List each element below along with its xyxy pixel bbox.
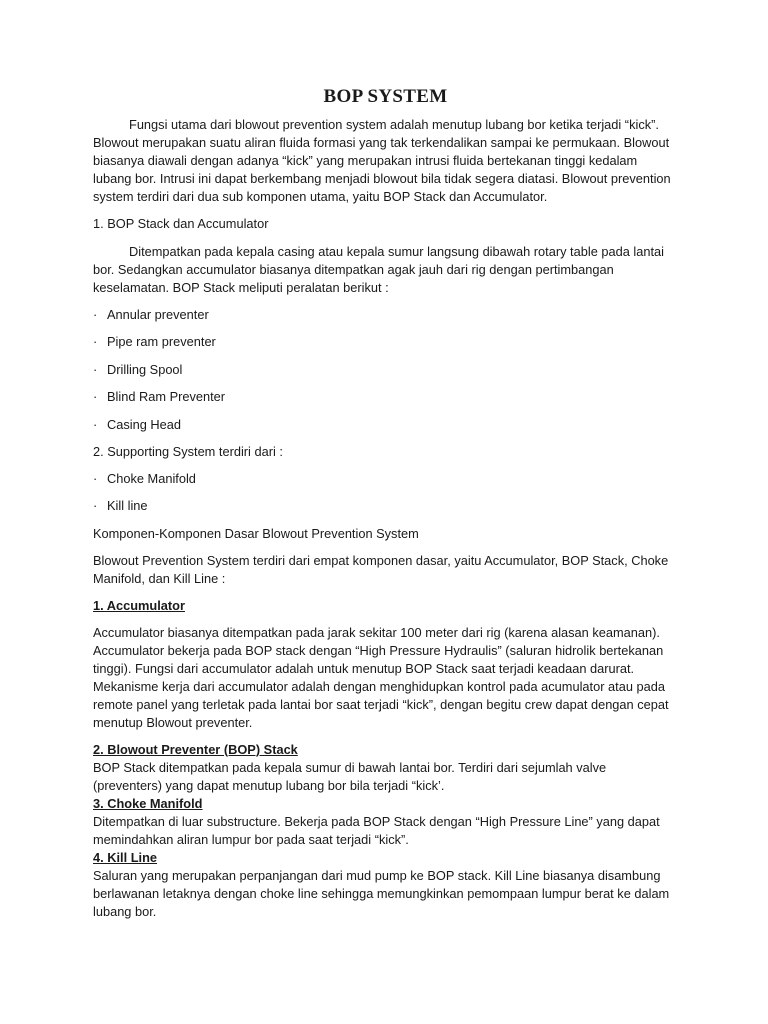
bullet-icon: · [93,307,98,322]
kill-line-heading: 4. Kill Line [93,849,157,865]
choke-manifold-body: Ditempatkan di luar substructure. Bekerja pada BOP Stack dengan “High Pressure Line” yang dapat memindahkan aliran lumpur bor pada saat terjadi “kick”. [93,813,660,847]
list-item: · Kill line [93,498,148,514]
bullet-icon: · [93,389,98,405]
list-item: · Casing Head [93,416,181,432]
intro-paragraph: Fungsi utama dari blowout prevention system adalah menutup lubang bor ketika terjadi “kick”. Blowout merupakan suatu aliran fluida formasi yang tak terkendalikan sampai ke permukaan. Blowout biasanya diawali dengan adanya “kick” yang merupakan intrusi fluida bertekanan tinggi kedalam lubang bor. Intrusi ini dapat berkembang menjadi blowout bila tidak segera diatasi. Blowout prevention system terdiri dari dua sub komponen utama, yaitu BOP Stack dan Accumulator. [93,117,671,204]
supporting-system-list [93,470,678,515]
bop-stack-list [93,306,678,434]
accumulator-body: Accumulator biasanya ditempatkan pada jarak sekitar 100 meter dari rig (karena alasan keamanan). Accumulator bekerja pada BOP stack dengan “High Pressure Hydraulis” (saluran hidrolik bertekanan tinggi). Fungsi dari accumulator adalah untuk menutup BOP Stack saat terjadi keadaan darurat. Mekanisme kerja dari accumulator adalah dengan menghidupkan kontrol pada acumulator atau pada remote panel yang terletak pada lantai bor saat terjadi “kick”, dengan begitu crew dapat dengan cepat menutup Blowout preventer. [93,624,669,730]
list-item: · Choke Manifold [93,470,196,486]
choke-manifold-heading: 3. Choke Manifold [93,795,203,811]
bullet-icon: · [93,416,98,432]
bullet-icon: · [93,361,98,377]
list-item: · Drilling Spool [93,361,183,377]
bop-stack-body: BOP Stack ditempatkan pada kepala sumur di bawah lantai bor. Terdiri dari sejumlah valve (preventers) yang dapat menutup lubang bor bila terjadi “kick’. [93,759,607,793]
accumulator-heading: 1. Accumulator [93,597,185,613]
kill-line-body: Saluran yang merupakan perpanjangan dari mud pump ke BOP stack. Kill Line biasanya disambung berlawanan letaknya dengan choke line sehingga memungkinkan pemompaan lumpur berat ke dalam lubang bor. [93,867,670,919]
list-item: · Annular preventer [93,307,209,322]
bullet-icon: · [93,498,98,514]
components-heading: Komponen-Komponen Dasar Blowout Prevention System [93,525,419,541]
page-title: BOP SYSTEM [323,86,448,107]
list-item: · Blind Ram Preventer [93,389,226,405]
section2-heading: 2. Supporting System terdiri dari : [93,443,283,459]
bullet-icon: · [93,470,98,486]
components-body: Blowout Prevention System terdiri dari empat komponen dasar, yaitu Accumulator, BOP Stack, Choke Manifold, dan Kill Line : [93,552,669,586]
section1-body: Ditempatkan pada kepala casing atau kepala sumur langsung dibawah rotary table pada lantai bor. Sedangkan accumulator biasanya ditempatkan agak jauh dari rig dengan pertimbangan keselamatan. BOP Stack meliputi peralatan berikut : [93,244,664,295]
bop-stack-heading: 2. Blowout Preventer (BOP) Stack [93,741,298,757]
list-item: · Pipe ram preventer [93,334,216,350]
bullet-icon: · [93,334,98,350]
section1-heading: 1. BOP Stack dan Accumulator [93,216,269,231]
